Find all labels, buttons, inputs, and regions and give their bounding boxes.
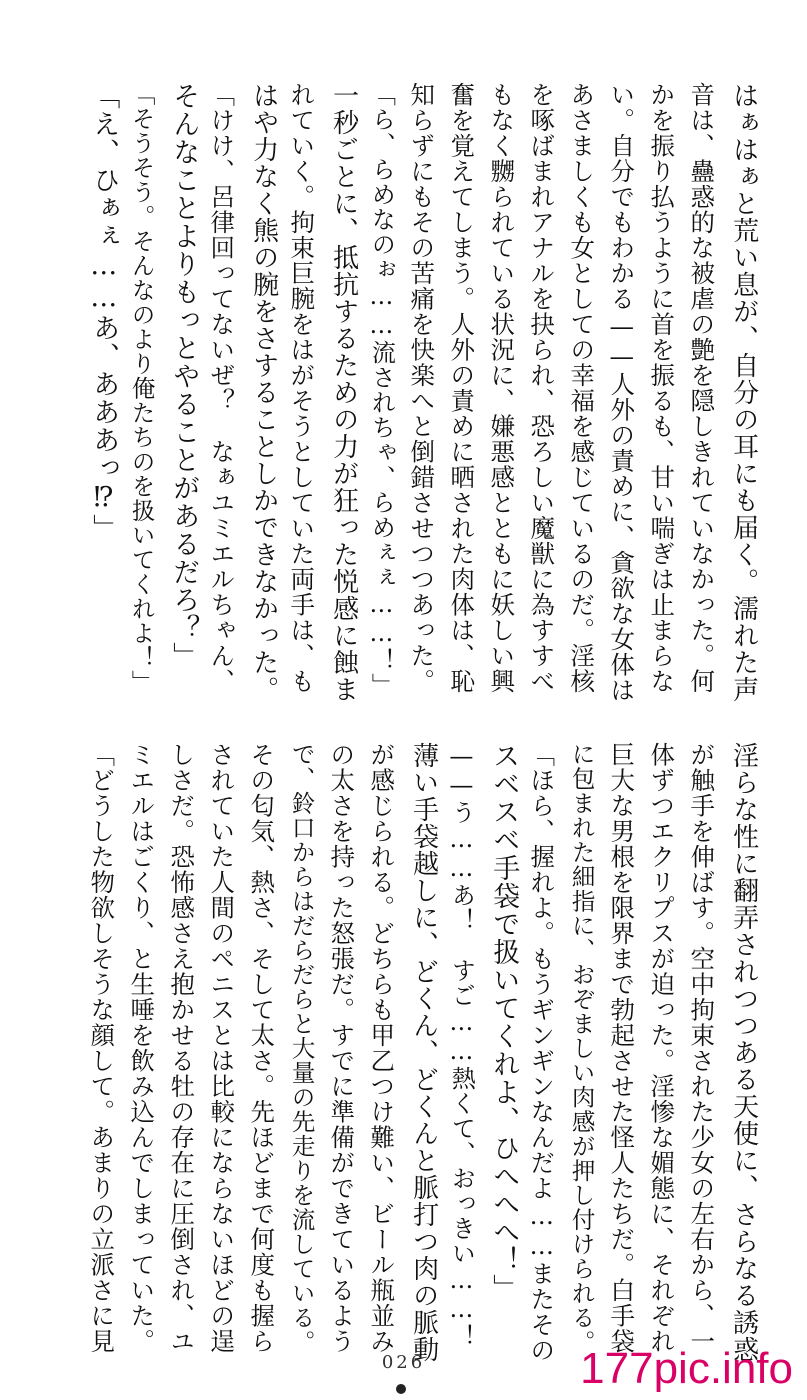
watermark: 177pic.info bbox=[580, 1344, 793, 1393]
text-line: 「そうそう。そんなのより俺たちのを扱いてくれよ！」 bbox=[127, 82, 156, 695]
text-line: 薄い手袋越しに、どくん、どくんと脈打つ肉の脈動 bbox=[408, 742, 439, 1363]
folio-dot bbox=[396, 1384, 406, 1394]
page-number: 026 bbox=[381, 1352, 426, 1373]
text-line: 淫らな性に翻弄されつつある天使に、さらなる誘惑 bbox=[728, 742, 759, 1363]
text-line: 「けけ、呂律回ってないぜ？ なぁユミエルちゃん、 bbox=[207, 82, 237, 694]
text-line: 「ら、らめなのぉ……流されちゃ、らめぇぇ……！」 bbox=[367, 82, 396, 698]
text-line: れていく。拘束巨腕をはがそうとしていた両手は、も bbox=[287, 82, 317, 694]
text-line: が感じられる。どちらも甲乙つけ難い、ビール瓶並み bbox=[367, 742, 397, 1354]
text-line: 音は、蠱惑的な被虐の艶を隠しきれていなかった。何 bbox=[687, 82, 717, 694]
text-line: はぁはぁと荒い息が、自分の耳にも届く。濡れた声 bbox=[728, 82, 759, 703]
text-line: い。自分でもわかる——人外の責めに、貪欲な女体は bbox=[607, 82, 637, 703]
text-line: に包まれた細指に、おぞましい肉感が押し付けられる。 bbox=[567, 742, 596, 1355]
text-line: その匂気、熱さ、そして太さ。先ほどまで何度も握ら bbox=[247, 742, 277, 1354]
text-line: 奮を覚えてしまう。人外の責めに晒された肉体は、恥 bbox=[447, 82, 477, 694]
text-line: されていた人間のペニスとは比較にならないほどの逞 bbox=[207, 742, 237, 1354]
text-line: そんなことよりもっとやることがあるだろ？」 bbox=[168, 82, 200, 670]
text-line: の太さを持った怒張だ。すでに準備ができているよう bbox=[327, 742, 357, 1354]
text-line: 一秒ごとに、抵抗するための力が狂った悦感に蝕ま bbox=[328, 82, 359, 703]
text-line: 「え、ひぁぇ……あ、あああっ⁉」 bbox=[88, 82, 120, 542]
text-line: スベスベ手袋で扱いてくれよ、ひへへへ！」 bbox=[488, 742, 520, 1302]
text-line: が触手を伸ばす。空中拘束された少女の左右から、一 bbox=[687, 742, 717, 1354]
text-line: ミエルはごくり、と生唾を飲み込んでしまっていた。 bbox=[127, 742, 157, 1354]
text-line: しさだ。恐怖感さえ抱かせる牡の存在に圧倒され、ユ bbox=[167, 742, 197, 1354]
text-line: あさましくも女としての幸福を感じているのだ。淫核 bbox=[567, 82, 597, 694]
text-line: で、鈴口からはだらだらと大量の先走りを流している。 bbox=[287, 742, 316, 1355]
text-line: はや力なく熊の腕をさすることしかできなかった。 bbox=[248, 82, 279, 703]
text-line: 「ほら、握れよ。もうギンギンなんだよ……またその bbox=[527, 742, 557, 1363]
text-line: かを振り払うように首を振るも、甘い喘ぎは止まらな bbox=[647, 82, 677, 694]
text-line: 「どうした物欲しそうな顔して。あまりの立派さに見 bbox=[87, 742, 117, 1354]
text-line: 巨大な男根を限界まで勃起させた怪人たちだ。白手袋 bbox=[607, 742, 637, 1354]
text-line: ——う……あ！ すご……熱くて、おっきい……！ bbox=[447, 742, 476, 1349]
text-line: もなく嬲られている状況に、嫌悪感とともに妖しい興 bbox=[487, 82, 517, 694]
text-line: 知らずにもその苦痛を快楽へと倒錯させつつあった。 bbox=[407, 82, 437, 694]
text-line: 体ずつエクリプスが迫った。淫惨な媚態に、それぞれ bbox=[647, 742, 677, 1354]
text-line: を啄ばまれアナルを抉られ、恐ろしい魔獣に為すすべ bbox=[527, 82, 557, 694]
